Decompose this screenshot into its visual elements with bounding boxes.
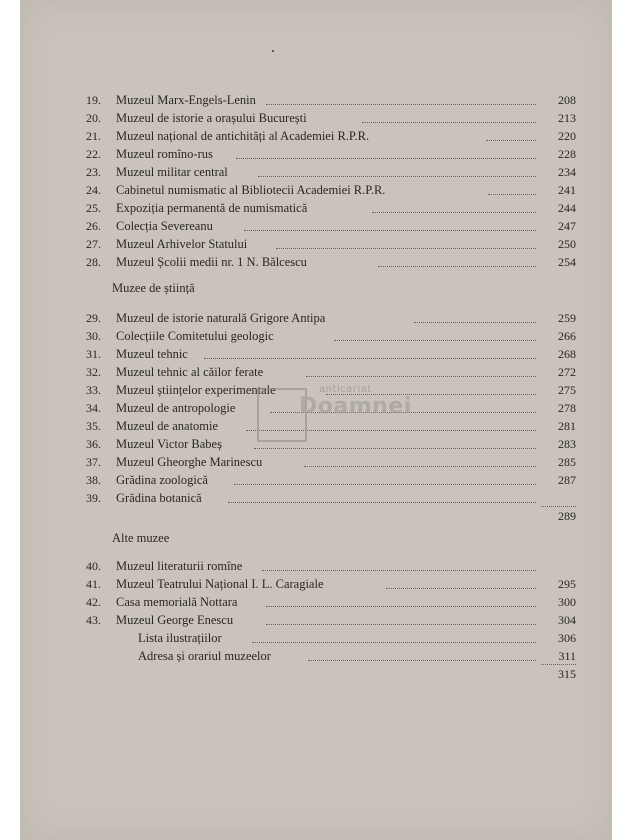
toc-entry bbox=[86, 146, 576, 162]
entry-number: 43. bbox=[86, 613, 101, 627]
entry-page: 259 bbox=[558, 311, 576, 325]
entry-title: Muzeul tehnic bbox=[116, 347, 188, 361]
entry-number: 34. bbox=[86, 401, 101, 415]
entry-page: 287 bbox=[558, 473, 576, 487]
page-mark bbox=[272, 50, 274, 52]
leader-dots bbox=[234, 484, 536, 485]
entry-number: 36. bbox=[86, 437, 101, 451]
entry-page: 228 bbox=[558, 147, 576, 161]
leader-dots bbox=[362, 122, 536, 123]
leader-dots bbox=[244, 230, 536, 231]
toc-entry bbox=[86, 454, 576, 470]
entry-title: Muzeul de antropologie bbox=[116, 401, 236, 415]
leader-dots bbox=[204, 358, 536, 359]
entry-title: Muzeul Școlii medii nr. 1 N. Bălcescu bbox=[116, 255, 307, 269]
entry-page: 304 bbox=[558, 613, 576, 627]
leader-dots bbox=[541, 664, 576, 665]
entry-number: 20. bbox=[86, 111, 101, 125]
toc-entry bbox=[86, 182, 576, 198]
entry-number: 32. bbox=[86, 365, 101, 379]
watermark-top-text: anticariat bbox=[319, 384, 372, 395]
entry-title: Colecția Severeanu bbox=[116, 219, 213, 233]
entry-title: Colecțiile Comitetului geologic bbox=[116, 329, 274, 343]
entry-number: 28. bbox=[86, 255, 101, 269]
toc-trailing-page-row bbox=[86, 666, 576, 682]
entry-page: 278 bbox=[558, 401, 576, 415]
entry-number: 42. bbox=[86, 595, 101, 609]
entry-title: Grădina zoologică bbox=[116, 473, 208, 487]
book-page bbox=[20, 0, 612, 840]
entry-number: 23. bbox=[86, 165, 101, 179]
toc-entry bbox=[86, 110, 576, 126]
leader-dots bbox=[262, 570, 536, 571]
toc-entry bbox=[86, 594, 576, 610]
entry-page: 300 bbox=[558, 595, 576, 609]
entry-page: 234 bbox=[558, 165, 576, 179]
entry-title: Grădina botanică bbox=[116, 491, 202, 505]
entry-page: 283 bbox=[558, 437, 576, 451]
toc-entry bbox=[86, 364, 576, 380]
entry-page: 241 bbox=[558, 183, 576, 197]
toc-entry bbox=[86, 346, 576, 362]
entry-title: Muzeul național de antichități al Academiei R.P.R. bbox=[116, 129, 370, 143]
entry-number: 37. bbox=[86, 455, 101, 469]
entry-number: 29. bbox=[86, 311, 101, 325]
entry-title: Expoziția permanentă de numismatică bbox=[116, 201, 308, 215]
entry-page: 275 bbox=[558, 383, 576, 397]
toc-entry bbox=[86, 254, 576, 270]
leader-dots bbox=[254, 448, 536, 449]
toc-trailing-page-row bbox=[86, 508, 576, 524]
leader-dots bbox=[372, 212, 536, 213]
toc-entry bbox=[86, 200, 576, 216]
entry-number: 40. bbox=[86, 559, 101, 573]
leader-dots bbox=[236, 158, 536, 159]
entry-page: 247 bbox=[558, 219, 576, 233]
leader-dots bbox=[308, 660, 536, 661]
leader-dots bbox=[541, 506, 576, 507]
section-heading-other: Alte muzee bbox=[112, 531, 170, 545]
entry-number: 21. bbox=[86, 129, 101, 143]
toc-entry bbox=[86, 472, 576, 488]
leader-dots bbox=[252, 642, 536, 643]
entry-page: 250 bbox=[558, 237, 576, 251]
entry-number: 27. bbox=[86, 237, 101, 251]
entry-page: 213 bbox=[558, 111, 576, 125]
entry-number: 38. bbox=[86, 473, 101, 487]
entry-title: Muzeul Gheorghe Marinescu bbox=[116, 455, 263, 469]
leader-dots bbox=[276, 248, 536, 249]
toc-entry bbox=[86, 630, 576, 646]
entry-number: 22. bbox=[86, 147, 101, 161]
entry-number: 41. bbox=[86, 577, 101, 591]
toc-entry bbox=[86, 328, 576, 344]
entry-page: 244 bbox=[558, 201, 576, 215]
entry-page: 272 bbox=[558, 365, 576, 379]
entry-title: Muzeul Victor Babeș bbox=[116, 437, 222, 451]
trailing-page: 289 bbox=[558, 509, 576, 523]
entry-page: 295 bbox=[558, 577, 576, 591]
watermark bbox=[257, 384, 423, 446]
leader-dots bbox=[304, 466, 536, 467]
leader-dots bbox=[258, 176, 536, 177]
entry-number: 26. bbox=[86, 219, 101, 233]
entry-title: Casa memorială Nottara bbox=[116, 595, 238, 609]
entry-title: Muzeul militar central bbox=[116, 165, 228, 179]
leader-dots bbox=[386, 588, 536, 589]
trailing-page: 315 bbox=[558, 667, 576, 681]
leader-dots bbox=[414, 322, 536, 323]
entry-page: 268 bbox=[558, 347, 576, 361]
watermark-brand: Doamnei bbox=[299, 394, 412, 419]
entry-title: Muzeul romîno-rus bbox=[116, 147, 213, 161]
entry-number: 24. bbox=[86, 183, 101, 197]
entry-title: Muzeul de anatomie bbox=[116, 419, 219, 433]
entry-page: 285 bbox=[558, 455, 576, 469]
entry-number: 30. bbox=[86, 329, 101, 343]
toc-entry bbox=[86, 218, 576, 234]
entry-title: Muzeul Teatrului Național I. L. Caragiale bbox=[116, 577, 324, 591]
entry-title: Muzeul tehnic al căilor ferate bbox=[116, 365, 264, 379]
entry-number: 35. bbox=[86, 419, 101, 433]
entry-page: 281 bbox=[558, 419, 576, 433]
leader-dots bbox=[334, 340, 536, 341]
leader-dots bbox=[378, 266, 536, 267]
section-heading-science: Muzee de știință bbox=[112, 281, 195, 295]
entry-title: Muzeul de istorie naturală Grigore Antipa bbox=[116, 311, 326, 325]
entry-title: Muzeul științelor experimentale bbox=[116, 383, 276, 397]
toc-entry bbox=[86, 576, 576, 592]
entry-title: Cabinetul numismatic al Bibliotecii Academiei R.P.R. bbox=[116, 183, 386, 197]
entry-page: 266 bbox=[558, 329, 576, 343]
entry-title: Lista ilustrațiilor bbox=[138, 631, 222, 645]
entry-number: 31. bbox=[86, 347, 101, 361]
entry-page: 306 bbox=[558, 631, 576, 645]
entry-number: 39. bbox=[86, 491, 101, 505]
toc-entry bbox=[86, 128, 576, 144]
entry-page: 220 bbox=[558, 129, 576, 143]
entry-title: Muzeul de istorie a orașului București bbox=[116, 111, 307, 125]
entry-page: 254 bbox=[558, 255, 576, 269]
toc-entry bbox=[86, 92, 576, 108]
leader-dots bbox=[266, 624, 536, 625]
entry-page: 311 bbox=[558, 649, 576, 663]
leader-dots bbox=[266, 606, 536, 607]
leader-dots bbox=[266, 104, 536, 105]
entry-title: Adresa și orariul muzeelor bbox=[138, 649, 271, 663]
toc-entry bbox=[86, 236, 576, 252]
leader-dots bbox=[486, 140, 536, 141]
entry-number: 19. bbox=[86, 93, 101, 107]
toc-entry bbox=[86, 558, 576, 574]
toc-entry bbox=[86, 648, 576, 664]
leader-dots bbox=[306, 376, 536, 377]
toc-entry bbox=[86, 490, 576, 506]
leader-dots bbox=[228, 502, 536, 503]
entry-page: 208 bbox=[558, 93, 576, 107]
entry-title: Muzeul Marx-Engels-Lenin bbox=[116, 93, 256, 107]
entry-title: Muzeul George Enescu bbox=[116, 613, 234, 627]
leader-dots bbox=[488, 194, 536, 195]
toc-entry bbox=[86, 612, 576, 628]
toc-entry bbox=[86, 164, 576, 180]
toc-entry bbox=[86, 310, 576, 326]
entry-number: 33. bbox=[86, 383, 101, 397]
entry-number: 25. bbox=[86, 201, 101, 215]
entry-title: Muzeul Arhivelor Statului bbox=[116, 237, 248, 251]
entry-title: Muzeul literaturii romîne bbox=[116, 559, 243, 573]
